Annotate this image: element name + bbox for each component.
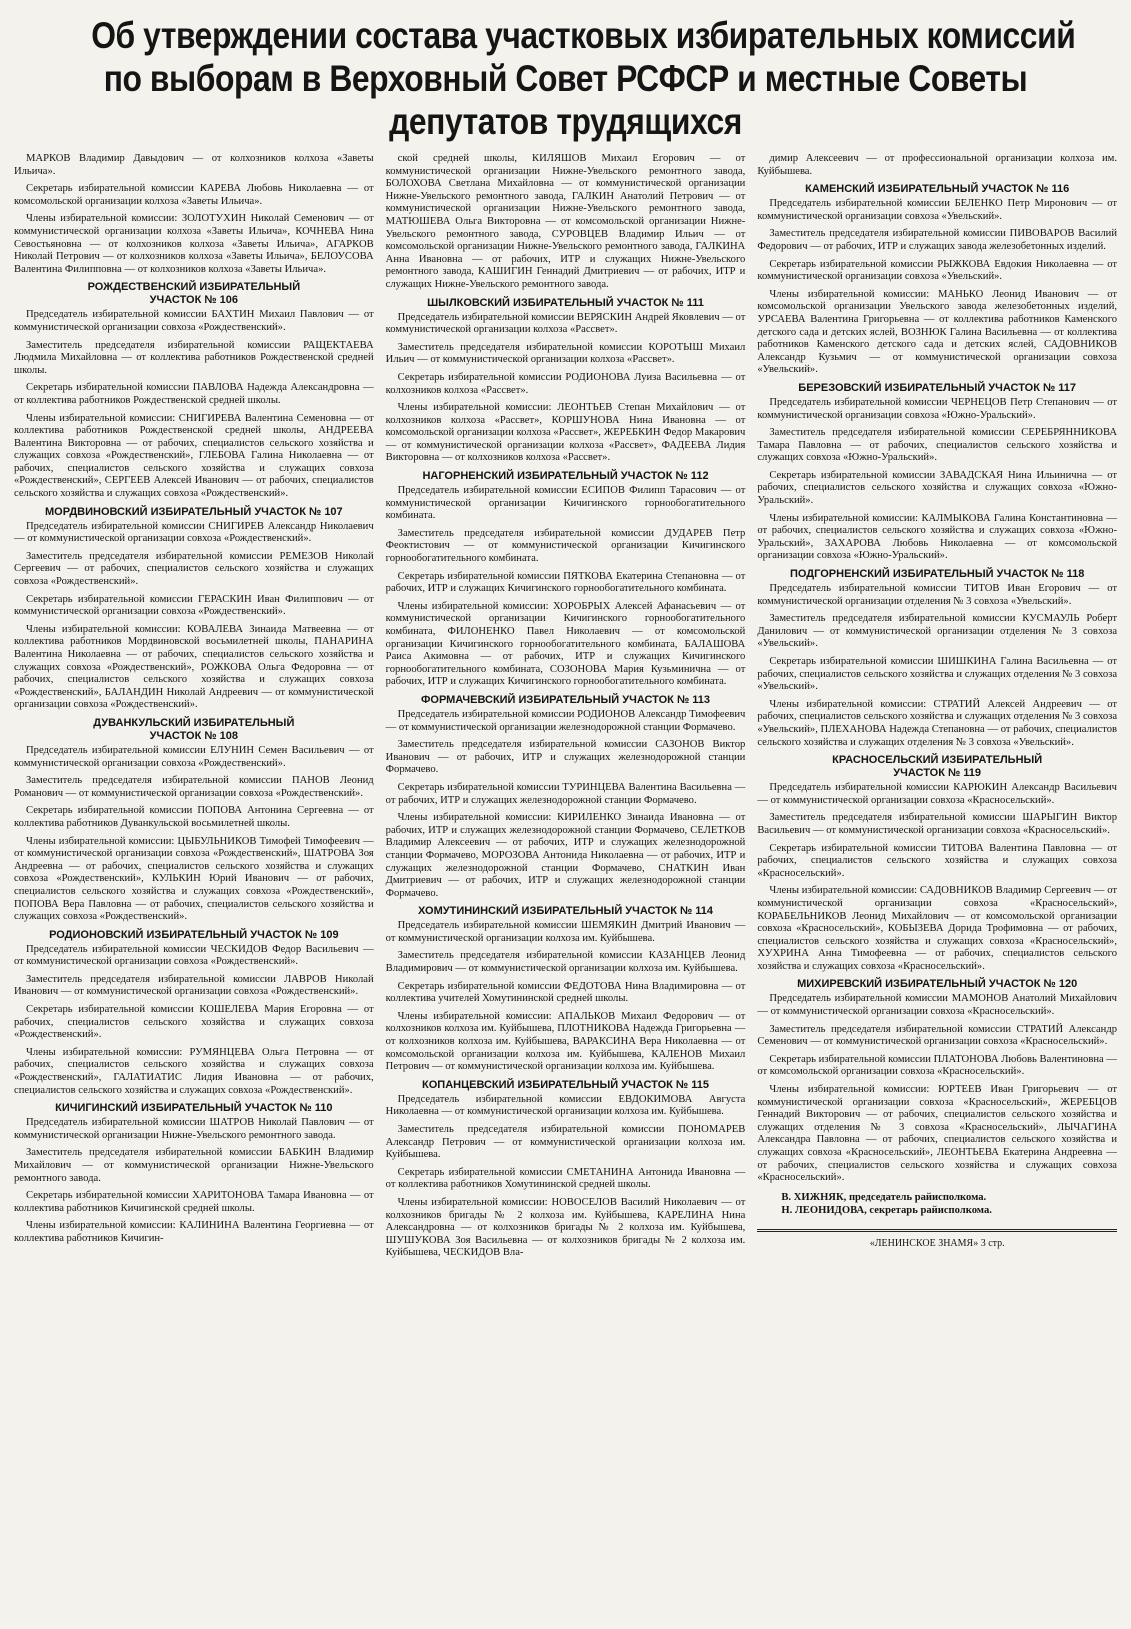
paragraph: Председатель избирательной комиссии ВЕРЯСКИН Андрей Яковлевич — от коммунистической организации колхоза «Рассвет». — [385, 311, 746, 336]
signature-block — [757, 1191, 1117, 1217]
paragraph: Заместитель председателя избирательной комиссии САЗОНОВ Виктор Иванович — от рабочих, ИТР и служащих железнодорожной станции Формачево. — [385, 739, 746, 776]
district-heading-109: РОДИОНОВСКИЙ ИЗБИРАТЕЛЬНЫЙ УЧАСТОК № 109 — [49, 928, 339, 941]
paragraph: Заместитель председателя избирательной комиссии ДУДАРЕВ Петр Феоктистович — от коммунистической организации Кичигинского горнообогатительного комбината. — [385, 527, 746, 565]
heading-line: КРАСНОСЕЛЬСКИЙ ИЗБИРАТЕЛЬНЫЙ — [832, 754, 1043, 767]
paragraph: Председатель избирательной комиссии ШАТРОВ Николай Павлович — от коммунистической организации Нижне-Увельского ремонтного завода. — [14, 1117, 374, 1141]
paragraph: Члены избирательной комиссии: САДОВНИКОВ Владимир Сергеевич — от коммунистической организации совхоза «Красносельский», КОРАБЕЛЬНИКОВ Леонид Михайлович — от комсомольской организации совхоза «Красносельский», КОБЫЗЕВА Дорида Трофимовна — от рабочих, специалистов сельского хозяйства и служащих совхоза «Красносельский», ХУХРИНА Анна Тимофеевна — от рабочих, специалистов сельского хозяйства и служащих совхоза «Красносельский». — [757, 885, 1117, 972]
paragraph: Члены избирательной комиссии: ЦЫБУЛЬНИКОВ Тимофей Тимофеевич — от коммунистической организации совхоза «Рождественский», ШАТРОВА Зоя Андреевна — от рабочих, специалистов сельского хозяйства и служащих совхоза «Рождественский», КУЛЬКИН Юрий Иванович — от рабочих, специалистов сельского хозяйства и служащих совхоза «Рождественский», ПОПОВА Вера Павловна — от рабочих, специалистов сельского хозяйства и служащих совхоза «Рождественский». — [14, 835, 374, 923]
column-3 — [757, 153, 1117, 1608]
heading-line: УЧАСТОК № 106 — [149, 294, 239, 307]
paragraph: Секретарь избирательной комиссии РОДИОНОВА Луиза Васильевна — от колхозников колхоза «Рассвет». — [385, 371, 746, 396]
paragraph: Заместитель председателя избирательной комиссии ПИВОВАРОВ Василий Федорович — от рабочих, ИТР и служащих завода железобетонных изделий. — [757, 228, 1117, 252]
district-heading-113: ФОРМАЧЕВСКИЙ ИЗБИРАТЕЛЬНЫЙ УЧАСТОК № 113 — [421, 693, 711, 706]
paragraph: Члены избирательной комиссии: ЗОЛОТУХИН Николай Семенович — от коммунистической организации колхоза «Заветы Ильича», КОЧНЕВА Нина Севостьяновна — от колхозников колхоза «Заветы Ильича», АГАРКОВ Николай Петрович — от колхозников колхоза «Заветы Ильича», БЕЛОУСОВА Валентина Филипповна — от колхозников колхоза «Заветы Ильича». — [14, 213, 374, 275]
paragraph: Члены избирательной комиссии: КИРИЛЕНКО Зинаида Ивановна — от рабочих, ИТР и служащих железнодорожной станции Формачево, СЕЛЕТКОВ Владимир Алексеевич — от рабочих, ИТР и служащих железнодорожной станции Формачево, МОРОЗОВА Антонида Николаевна — от рабочих, ИТР и служащих железнодорожной станции Формачево, СНАТКИН Иван Дмитриевич — от рабочих, ИТР и служащих железнодорожной станции Формачево. — [385, 812, 746, 899]
paragraph: Заместитель председателя избирательной комиссии ЛАВРОВ Николай Иванович — от коммунистической организации совхоза «Рождественский». — [14, 973, 374, 998]
footer-divider — [757, 1229, 1117, 1232]
headline-line-3: депутатов трудящихся — [389, 101, 742, 142]
paragraph: Секретарь избирательной комиссии ЗАВАДСКАЯ Нина Ильинична — от рабочих, специалистов сельского хозяйства и служащих совхоза «Южно-Уральский». — [757, 469, 1117, 507]
page-footer: «ЛЕНИНСКОЕ ЗНАМЯ» 3 стр. — [869, 1237, 1005, 1249]
paragraph: Члены избирательной комиссии: МАНЬКО Леонид Иванович — от комсомольской организации Увельского завода железобетонных изделий, УРСАЕВА Валентина Григорьевна — от коллектива работников Каменского детского сада и детских яслей, ВОЗНЮК Галина Васильевна — от коллектива работников Каменского детского сада и детских яслей, САДОВНИКОВ Александр Кузьмич — от коммунистической организации совхоза «Увельский». — [757, 288, 1117, 376]
paragraph: Председатель избирательной комиссии ТИТОВ Иван Егорович — от коммунистической организации отделения № 3 совхоза «Увельский». — [757, 583, 1117, 607]
paragraph: Заместитель председателя избирательной комиссии ПОНОМАРЕВ Александр Петрович — от коммунистической организации колхоза им. Куйбышева. — [385, 1124, 746, 1161]
paragraph: Члены избирательной комиссии: НОВОСЕЛОВ Василий Николаевич — от колхозников бригады № 2 колхоза им. Куйбышева, КАРЕЛИНА Нина Александровна — от колхозников бригады № 2 колхоза им. Куйбышева, ШУШУКОВА Зоя Васильевна — от колхозников бригады № 2 колхоза им. Куйбышева, ЧЕСКИДОВ Вла- — [385, 1196, 746, 1259]
district-heading-106 — [14, 281, 374, 307]
district-heading-108 — [14, 717, 374, 743]
paragraph: Секретарь избирательной комиссии ПЛАТОНОВА Любовь Валентиновна — от комсомольской организации совхоза «Красносельский». — [757, 1053, 1117, 1078]
paragraph: Секретарь избирательной комиссии РЫЖКОВА Евдокия Николаевна — от коммунистической организации совхоза «Увельский». — [757, 258, 1117, 283]
paragraph: Заместитель председателя избирательной комиссии КУСМАУЛЬ Роберт Данилович — от коммунистической организации отделения № 3 совхоза «Увельский». — [757, 613, 1117, 650]
paragraph: Председатель избирательной комиссии ЕСИПОВ Филипп Тарасович — от коммунистической организации Кичигинского горнообогатительного комбината. — [385, 485, 746, 522]
district-heading-115: КОПАНЦЕВСКИЙ ИЗБИРАТЕЛЬНЫЙ УЧАСТОК № 115 — [422, 1078, 709, 1091]
column-2 — [386, 153, 746, 1608]
paragraph: Заместитель председателя избирательной комиссии СЕРЕБРЯННИКОВА Тамара Павловна — от рабочих, специалистов сельского хозяйства и служащих совхоза «Южно-Уральский». — [757, 427, 1117, 464]
paragraph: Секретарь избирательной комиссии ШИШКИНА Галина Васильевна — от рабочих, специалистов сельского хозяйства и служащих отделения № 3 совхоза «Увельский». — [757, 656, 1117, 693]
district-heading-114: ХОМУТИНИНСКИЙ ИЗБИРАТЕЛЬНЫЙ УЧАСТОК № 114 — [417, 905, 714, 918]
paragraph: Секретарь избирательной комиссии ПЯТКОВА Екатерина Степановна — от рабочих, ИТР и служащих Кичигинского горнообогатительного комбината. — [385, 570, 746, 595]
district-heading-117: БЕРЕЗОВСКИЙ ИЗБИРАТЕЛЬНЫЙ УЧАСТОК № 117 — [798, 381, 1077, 394]
paragraph: МАРКОВ Владимир Давыдович — от колхозников колхоза «Заветы Ильича». — [14, 153, 374, 177]
headline-line-2: по выборам в Верховный Совет РСФСР и местные Советы — [103, 58, 1028, 99]
paragraph: Заместитель председателя избирательной комиссии КОРОТЫШ Михаил Ильич — от коммунистической организации колхоза «Рассвет». — [385, 341, 746, 366]
paragraph: Члены избирательной комиссии: КАЛИНИНА Валентина Георгиевна — от коллектива работников Кичигин- — [14, 1220, 374, 1244]
paragraph: Члены избирательной комиссии: ХОРОБРЫХ Алексей Афанасьевич — от коммунистической организации Кичигинского горнообогатительного комбината, ФИЛОНЕНКО Павел Николаевич — от комсомольской организации Кичигинского горнообогатительного комбината, БАЛАШОВА Раиса Акимовна — от рабочих, ИТР и служащих Кичигинского горнообогатительного комбината, СОЗОНОВА Мария Кузьминична — от рабочих, ИТР и служащих Кичигинского горнообогатительного комбината. — [385, 600, 746, 688]
paragraph: Заместитель председателя избирательной комиссии БАБКИН Владимир Михайлович — от коммунистической организации Нижне-Увельского ремонтного завода. — [14, 1147, 374, 1184]
paragraph: Председатель избирательной комиссии БАХТИН Михаил Павлович — от коммунистической организации совхоза «Рождественский». — [14, 309, 374, 333]
paragraph: Члены избирательной комиссии: ЛЕОНТЬЕВ Степан Михайлович — от колхозников колхоза «Рассвет», КОРШУНОВА Нина Ивановна — от комсомольской организации колхоза «Рассвет», ЖЕРЕБКИН Федор Макарович — от коммунистической организации колхоза «Рассвет», ФАДЕЕВА Лидия Викторовна — от колхозников колхоза «Рассвет». — [385, 402, 746, 464]
headline — [91, 14, 1076, 143]
paragraph: Председатель избирательной комиссии ШЕМЯКИН Дмитрий Иванович — от коммунистической организации колхоза им. Куйбышева. — [385, 920, 746, 944]
heading-line: ДУВАНКУЛЬСКИЙ ИЗБИРАТЕЛЬНЫЙ — [93, 716, 295, 729]
paragraph: Члены избирательной комиссии: КОВАЛЕВА Зинаида Матвеевна — от коллектива работников Мордвиновской восьмилетней школы, ПАНАРИНА Валентина Николаевна — от рабочих, специалистов сельского хозяйства и служащих совхоза «Рождественский», РОЖКОВА Ольга Федоровна — от рабочих, специалистов сельского хозяйства и служащих совхоза «Рождественский», БАЛАНДИН Николай Андреевич — от коммунистической организации совхоза «Рождественский». — [14, 623, 374, 711]
paragraph: Председатель избирательной комиссии ЕЛУНИН Семен Васильевич — от коммунистической организации совхоза «Рождественский». — [14, 744, 374, 769]
district-heading-111: ШЫЛКОВСКИЙ ИЗБИРАТЕЛЬНЫЙ УЧАСТОК № 111 — [427, 296, 704, 309]
column-1 — [14, 153, 374, 1608]
paragraph: Заместитель председателя избирательной комиссии РАЩЕКТАЕВА Людмила Михайловна — от коллектива работников Рождественской средней школы. — [14, 339, 374, 376]
paragraph: Заместитель председателя избирательной комиссии КАЗАНЦЕВ Леонид Владимирович — от коммунистической организации колхоза им. Куйбышева. — [385, 950, 746, 975]
heading-line: УЧАСТОК № 108 — [149, 729, 239, 742]
paragraph: Председатель избирательной комиссии ЧЕРНЕЦОВ Петр Степанович — от коммунистической организации совхоза «Южно-Уральский». — [757, 396, 1117, 421]
paragraph: Заместитель председателя избирательной комиссии ПАНОВ Леонид Романович — от коммунистической организации совхоза «Рождественский». — [14, 775, 374, 799]
paragraph: Председатель избирательной комиссии БЕЛЕНКО Петр Миронович — от коммунистической организации совхоза «Увельский». — [757, 198, 1117, 222]
paragraph: Председатель избирательной комиссии КАРЮКИН Александр Васильевич — от коммунистической организации совхоза «Красносельский». — [757, 782, 1117, 806]
paragraph: Секретарь избирательной комиссии ХАРИТОНОВА Тамара Ивановна — от коллектива работников Кичигинской средней школы. — [14, 1190, 374, 1214]
paragraph: Заместитель председателя избирательной комиссии СТРАТИЙ Александр Семенович — от коммунистической организации совхоза «Красносельский». — [757, 1023, 1117, 1048]
district-heading-116: КАМЕНСКИЙ ИЗБИРАТЕЛЬНЫЙ УЧАСТОК № 116 — [805, 183, 1070, 196]
paragraph: димир Алексеевич — от профессиональной организации колхоза им. Куйбышева. — [757, 153, 1117, 177]
district-heading-107: МОРДВИНОВСКИЙ ИЗБИРАТЕЛЬНЫЙ УЧАСТОК № 107 — [44, 505, 343, 518]
paragraph: Председатель избирательной комиссии СНИГИРЕВ Александр Николаевич — от коммунистической организации совхоза «Рождественский». — [14, 520, 374, 545]
district-heading-118: ПОДГОРНЕНСКИЙ ИЗБИРАТЕЛЬНЫЙ УЧАСТОК № 118 — [789, 568, 1085, 581]
paragraph: Секретарь избирательной комиссии ПОПОВА Антонина Сергеевна — от коллектива работников Дуванкульской восьмилетней школы. — [14, 805, 374, 829]
paragraph: Члены избирательной комиссии: СТРАТИЙ Алексей Андреевич — от рабочих, специалистов сельского хозяйства и служащих отделения № 3 совхоза «Увельский», ПЛЕХАНОВА Надежда Степановна — от рабочих, специалистов сельского хозяйства и служащих отделения № 3 совхоза «Увельский». — [757, 698, 1117, 748]
paragraph: Секретарь избирательной комиссии ФЕДОТОВА Нина Владимировна — от коллектива учителей Хомутининской средней школы. — [385, 980, 746, 1005]
paragraph: Члены избирательной комиссии: АПАЛЬКОВ Михаил Федорович — от колхозников колхоза им. Куйбышева, ПЛОТНИКОВА Надежда Григорьевна — от колхозников колхоза им. Куйбышева, ВАРАКСИНА Вера Николаевна — от комсомольской организации колхоза им. Куйбышева, КАЛЕНОВ Михаил Петрович — от коммунистической организации колхоза им. Куйбышева. — [385, 1010, 746, 1073]
paragraph: Секретарь избирательной комиссии КОШЕЛЕВА Мария Егоровна — от рабочих, специалистов сельского хозяйства и служащих совхоза «Рождественский». — [14, 1004, 374, 1041]
article-columns — [14, 153, 1117, 1608]
district-heading-110: КИЧИГИНСКИЙ ИЗБИРАТЕЛЬНЫЙ УЧАСТОК № 110 — [55, 1102, 333, 1115]
paragraph: Заместитель председателя избирательной комиссии ШАРЫГИН Виктор Васильевич — от коммунистической организации совхоза «Красносельский». — [757, 812, 1117, 836]
district-heading-112: НАГОРНЕНСКИЙ ИЗБИРАТЕЛЬНЫЙ УЧАСТОК № 112 — [422, 470, 709, 483]
paragraph: Секретарь избирательной комиссии ГЕРАСКИН Иван Филиппович — от коммунистической организации совхоза «Рождественский». — [14, 593, 374, 618]
paragraph: Члены избирательной комиссии: СНИГИРЕВА Валентина Семеновна — от коллектива работников Рождественской средней школы, АНДРЕЕВА Валентина Викторовна — от рабочих, специалистов сельского хозяйства и служащих совхоза «Рождественский», ГЛЕБОВА Галина Николаевна — от рабочих, специалистов сельского хозяйства и служащих совхоза «Рождественский», СЕРГЕЕВ Алексей Иванович — от рабочих, специалистов сельского хозяйства и служащих совхоза «Рождественский». — [14, 412, 374, 500]
paragraph: Секретарь избирательной комиссии ТИТОВА Валентина Павловна — от рабочих, специалистов сельского хозяйства и служащих совхоза «Красносельский». — [757, 842, 1117, 879]
paragraph: Председатель избирательной комиссии ЧЕСКИДОВ Федор Васильевич — от коммунистической организации совхоза «Рождественский». — [14, 943, 374, 968]
district-heading-120: МИХИРЕВСКИЙ ИЗБИРАТЕЛЬНЫЙ УЧАСТОК № 120 — [797, 978, 1078, 991]
paragraph: Председатель избирательной комиссии МАМОНОВ Анатолий Михайлович — от коммунистической организации совхоза «Красносельский». — [757, 993, 1117, 1018]
paragraph: Председатель избирательной комиссии ЕВДОКИМОВА Августа Николаевна — от коммунистической организации колхоза им. Куйбышева. — [385, 1093, 746, 1118]
paragraph: Секретарь избирательной комиссии ТУРИНЦЕВА Валентина Васильевна — от рабочих, ИТР и служащих железнодорожной станции Формачево. — [385, 781, 746, 806]
signature-chairman: В. ХИЖНЯК, председатель райисполкома. — [781, 1191, 987, 1203]
signature-secretary: Н. ЛЕОНИДОВА, секретарь райисполкома. — [781, 1204, 992, 1216]
heading-line: РОЖДЕСТВЕНСКИЙ ИЗБИРАТЕЛЬНЫЙ — [87, 281, 301, 294]
paragraph: Заместитель председателя избирательной комиссии РЕМЕЗОВ Николай Сергеевич — от рабочих, специалистов сельского хозяйства и служащих совхоза «Рождественский». — [14, 550, 374, 588]
paragraph: Секретарь избирательной комиссии ПАВЛОВА Надежда Александровна — от коллектива работников Рождественской средней школы. — [14, 382, 374, 406]
district-heading-119 — [757, 754, 1117, 780]
paragraph: ской средней школы, КИЛЯШОВ Михаил Егорович — от коммунистической организации Нижне-Увельского ремонтного завода, БОЛОХОВА Светлана Михайловна — от коммунистической организации Нижне-Увельского ремонтного завода, ГАЛКИН Анатолий Петрович — от коммунистической организации Нижне-Увельского ремонтного завода, МАТЮШЕВА Ольга Викторовна — от комсомольской организации Нижне-Увельского ремонтного завода, СУРОВЦЕВ Владимир Ильич — от комсомольской организации Нижне-Увельского ремонтного завода, ГАЛКИНА Анна Ивановна — от рабочих, ИТР и служащих Нижне-Увельского ремонтного завода, КАШИГИН Геннадий Дмитриевич — от рабочих, ИТР и служащих Нижне-Увельского ремонтного завода. — [385, 153, 746, 290]
paragraph: Члены избирательной комиссии: ЮРТЕЕВ Иван Григорьевич — от коммунистической организации совхоза «Красносельский», ЖЕРЕБЦОВ Геннадий Викторович — от рабочих, специалистов сельского хозяйства и служащих отделения № 3 совхоза «Красносельский», ЛЫЧАГИНА Александра Павловна — от рабочих, специалистов сельского хозяйства и служащих совхоза «Красносельский», ЛЕОНТЬЕВА Екатерина Андреевна — от рабочих, специалистов сельского хозяйства и служащих совхоза «Красносельский». — [757, 1084, 1117, 1184]
headline-line-1: Об утверждении состава участковых избирательных комиссий — [91, 15, 1076, 56]
paragraph: Председатель избирательной комиссии РОДИОНОВ Александр Тимофеевич — от коммунистической организации железнодорожной станции Формачево. — [385, 708, 746, 733]
paragraph: Члены избирательной комиссии: КАЛМЫКОВА Галина Константиновна — от рабочих, специалистов сельского хозяйства и служащих совхоза «Южно-Уральский», ЗАХАРОВА Любовь Николаевна — от комсомольской организации совхоза «Южно-Уральский». — [757, 512, 1117, 562]
paragraph: Секретарь избирательной комиссии СМЕТАНИНА Антонида Ивановна — от коллектива работников Хомутининской средней школы. — [385, 1166, 746, 1191]
heading-line: УЧАСТОК № 119 — [893, 767, 982, 780]
paragraph: Секретарь избирательной комиссии КАРЕВА Любовь Николаевна — от комсомольской организации колхоза «Заветы Ильича». — [14, 183, 374, 207]
paragraph: Члены избирательной комиссии: РУМЯНЦЕВА Ольга Петровна — от рабочих, специалистов сельского хозяйства и служащих совхоза «Рождественский», ГАЛАТИАТИС Лидия Ивановна — от рабочих, специалистов сельского хозяйства и служащих совхоза «Рождественский». — [14, 1046, 374, 1096]
